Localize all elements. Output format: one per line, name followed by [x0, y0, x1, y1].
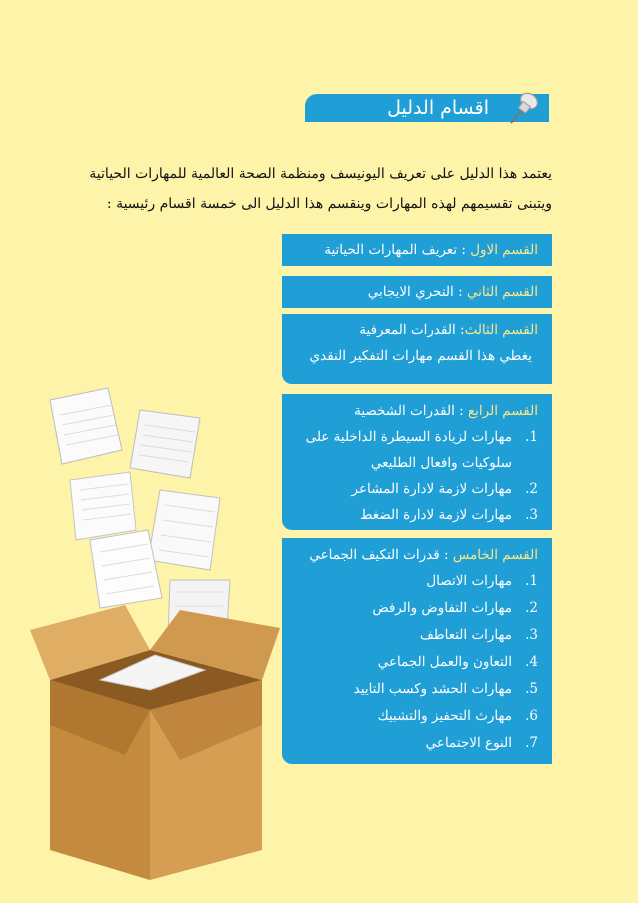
section-1-label: القسم الاول — [470, 242, 538, 258]
section-1-title: تعريف المهارات الحياتية — [324, 242, 458, 258]
list-item: 1.مهارات الاتصال — [426, 573, 538, 589]
section-3 — [282, 314, 552, 384]
section-2 — [282, 276, 552, 308]
list-item: 3.مهارات لازمة لادارة الضغط — [359, 507, 538, 523]
section-4 — [282, 394, 552, 530]
list-item: 5.مهارات الحشد وكسب التاييد — [353, 681, 538, 697]
section-2-label: القسم الثاني — [466, 284, 538, 300]
page-title: اقسام الدليل — [387, 97, 489, 119]
list-item: 3.مهارات التعاطف — [419, 627, 538, 643]
list-item: 2.مهارات لازمة لادارة المشاعر — [351, 481, 538, 497]
cardboard-box-with-papers — [30, 380, 280, 880]
list-item: 2.مهارات التفاوض والرفض — [372, 600, 538, 616]
list-item: 1.مهارات لزيادة السيطرة الداخلية على — [305, 429, 538, 445]
paper-sheet-icon — [50, 388, 230, 642]
section-5-label: القسم الخامس — [452, 547, 538, 563]
pushpin-icon — [505, 88, 545, 128]
section-1 — [282, 234, 552, 266]
intro-line-2: ويتبنى تقسيمهم لهذه المهارات وينقسم هذا الدليل الى خمسة اقسام رئيسية : — [106, 196, 552, 212]
list-item: 7.النوع الاجتماعي — [425, 735, 538, 751]
list-item: 6.مهارث التحفيز والتشبيك — [377, 708, 538, 724]
intro-line-1: يعتمد هذا الدليل على تعريف اليونيسف ومنظمة الصحة العالمية للمهارات الحياتية — [89, 166, 552, 182]
section-5 — [282, 538, 552, 764]
section-3-label: القسم الثالث — [464, 322, 538, 338]
section-4-heading: القسم الرابع : القدرات الشخصية — [354, 403, 538, 419]
section-4-title: القدرات الشخصية — [354, 403, 455, 419]
section-2-heading: القسم الثاني : التحري الايجابي — [367, 284, 538, 300]
section-2-title: التحري الايجابي — [367, 284, 454, 300]
section-3-heading: القسم الثالث: القدرات المعرفية — [359, 322, 538, 338]
section-5-heading: القسم الخامس : قدرات التكيف الجماعي — [309, 547, 538, 563]
section-5-title: قدرات التكيف الجماعي — [309, 547, 440, 563]
section-1-heading: القسم الاول : تعريف المهارات الحياتية — [324, 242, 538, 258]
section-4-label: القسم الرابع — [467, 403, 538, 419]
list-item: سلوكيات وافعال الطليعي — [370, 455, 512, 471]
title-banner — [305, 94, 549, 122]
list-item: 4.التعاون والعمل الجماعي — [377, 654, 538, 670]
section-3-text: يغطي هذا القسم مهارات التفكير النقدي — [309, 348, 532, 364]
section-3-title: القدرات المعرفية — [359, 322, 456, 338]
